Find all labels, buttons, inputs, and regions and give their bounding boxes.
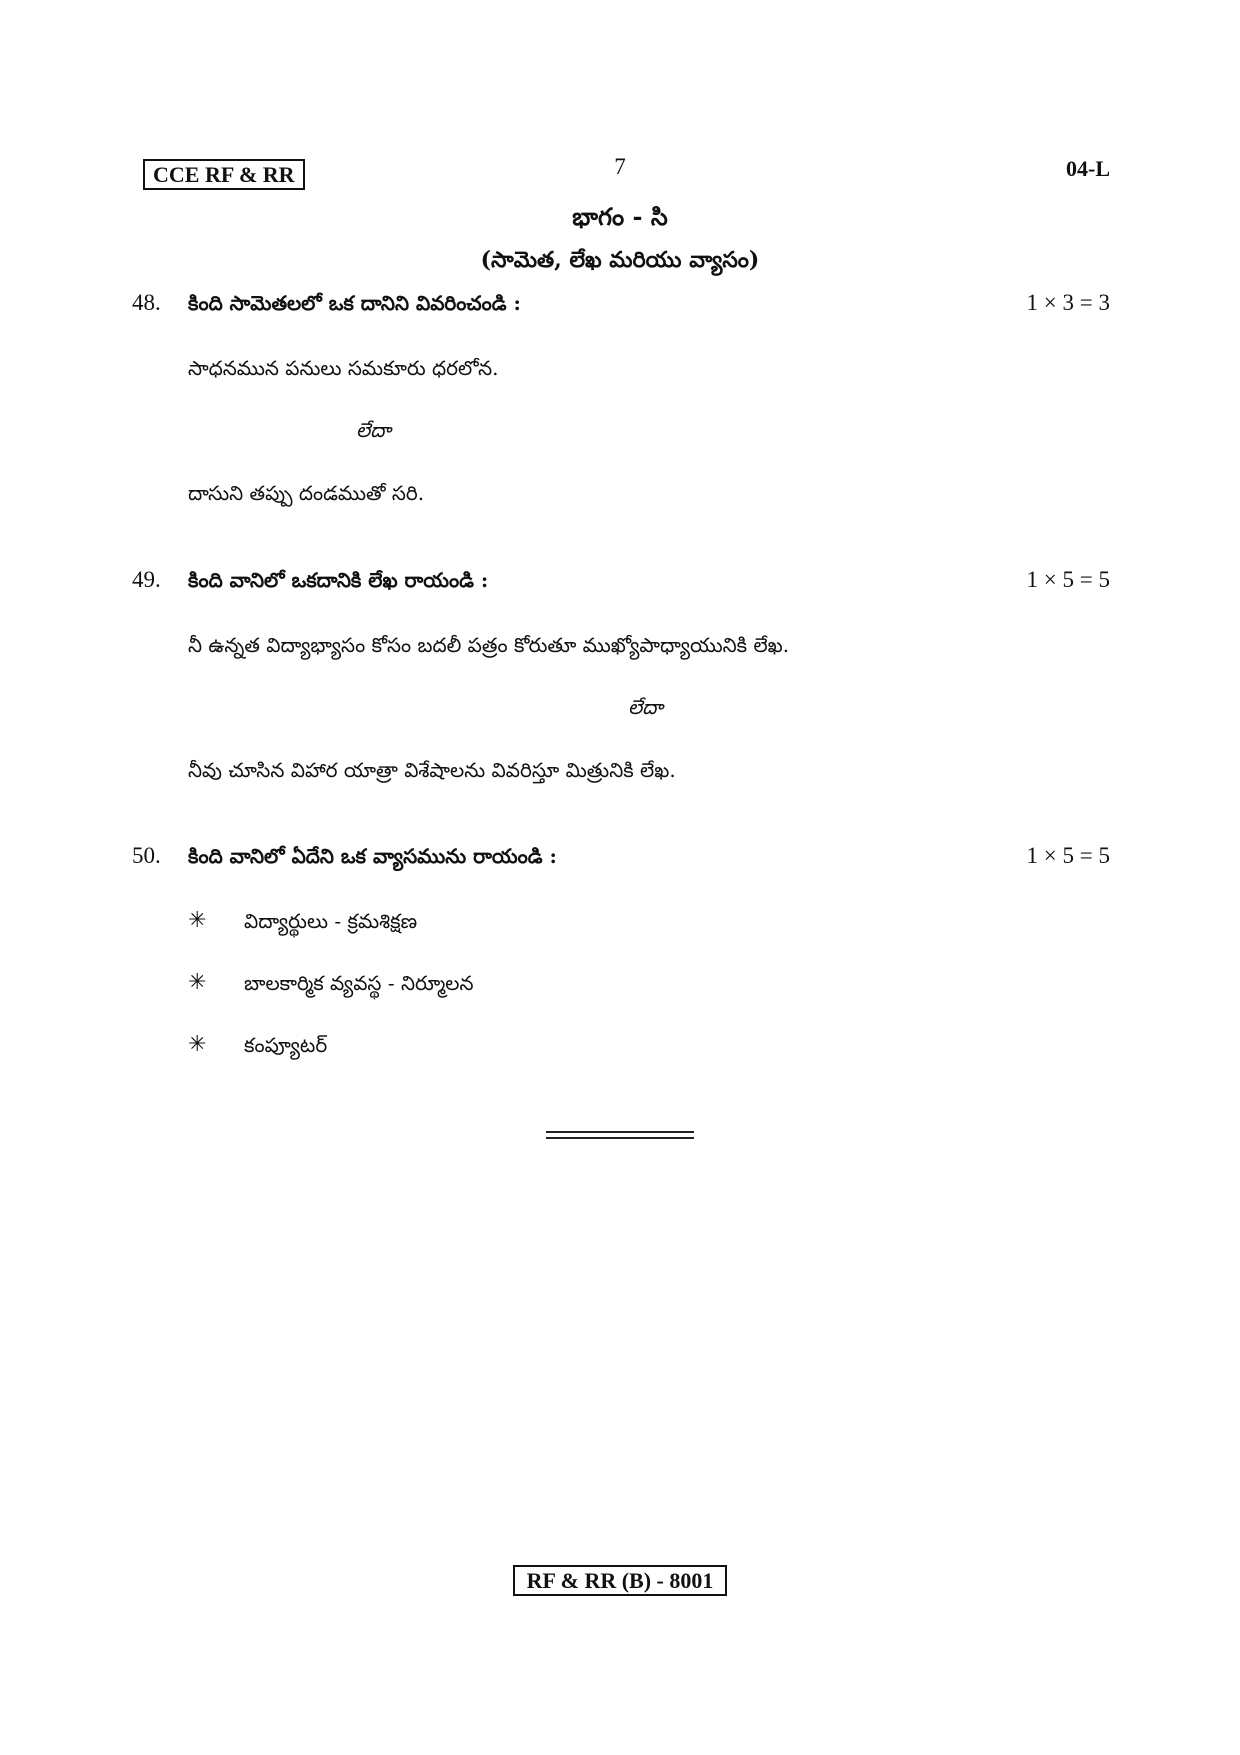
- question-prompt: కింది సామెతలలో ఒక దానిని వివరించండి :: [188, 291, 521, 315]
- question-prompt: కింది వానిలో ఏదేని ఒక వ్యాసమును రాయండి :: [188, 844, 557, 868]
- question-50: [132, 839, 1110, 873]
- section-title: భాగం - సి: [572, 202, 668, 231]
- essay-topic-2: [188, 966, 888, 1000]
- question-number: 49.: [132, 567, 161, 592]
- asterisk-bullet-icon: ✳: [188, 908, 207, 933]
- q48-or-label: లేదా: [356, 418, 391, 442]
- asterisk-bullet-icon: ✳: [188, 1032, 207, 1057]
- footer-code-box: RF & RR (B) - 8001: [513, 1565, 728, 1596]
- essay-topic-1: [188, 904, 888, 938]
- section-subtitle: (సామెత, లేఖ మరియు వ్యాసం): [480, 247, 760, 273]
- header-code-box: CCE RF & RR: [143, 159, 305, 190]
- question-marks: 1 × 5 = 5: [1026, 843, 1110, 868]
- question-prompt: కింది వానిలో ఒకదానికి లేఖ రాయండి :: [188, 568, 489, 592]
- question-48: [132, 286, 1110, 320]
- q48-option-b: దాసుని తప్పు దండముతో సరి.: [188, 481, 425, 505]
- page-number: 7: [614, 154, 626, 179]
- q49-option-a: నీ ఉన్నత విద్యాభ్యాసం కోసం బదలీ పత్రం కోరుతూ ముఖ్యోపాధ్యాయునికి లేఖ.: [188, 633, 790, 657]
- question-number: 48.: [132, 290, 161, 315]
- end-rule-top: [546, 1131, 694, 1133]
- essay-topic-text: విద్యార్థులు - క్రమశిక్షణ: [244, 909, 418, 933]
- essay-topic-3: [188, 1028, 888, 1062]
- question-marks: 1 × 3 = 3: [1026, 290, 1110, 315]
- q48-option-a: సాధనమున పనులు సమకూరు ధరలోన.: [188, 356, 499, 380]
- end-rule-bottom: [546, 1137, 694, 1139]
- q49-or-label: లేదా: [628, 695, 663, 719]
- essay-topic-text: కంప్యూటర్: [244, 1033, 328, 1057]
- question-marks: 1 × 5 = 5: [1026, 567, 1110, 592]
- asterisk-bullet-icon: ✳: [188, 970, 207, 995]
- question-49: [132, 563, 1110, 597]
- q49-option-b: నీవు చూసిన విహార యాత్రా విశేషాలను వివరిస్తూ మిత్రునికి లేఖ.: [188, 758, 676, 782]
- footer-code: [0, 1565, 1240, 1596]
- question-number: 50.: [132, 843, 161, 868]
- essay-topic-text: బాలకార్మిక వ్యవస్థ - నిర్మూలన: [244, 971, 474, 995]
- paper-code: 04-L: [1066, 156, 1110, 181]
